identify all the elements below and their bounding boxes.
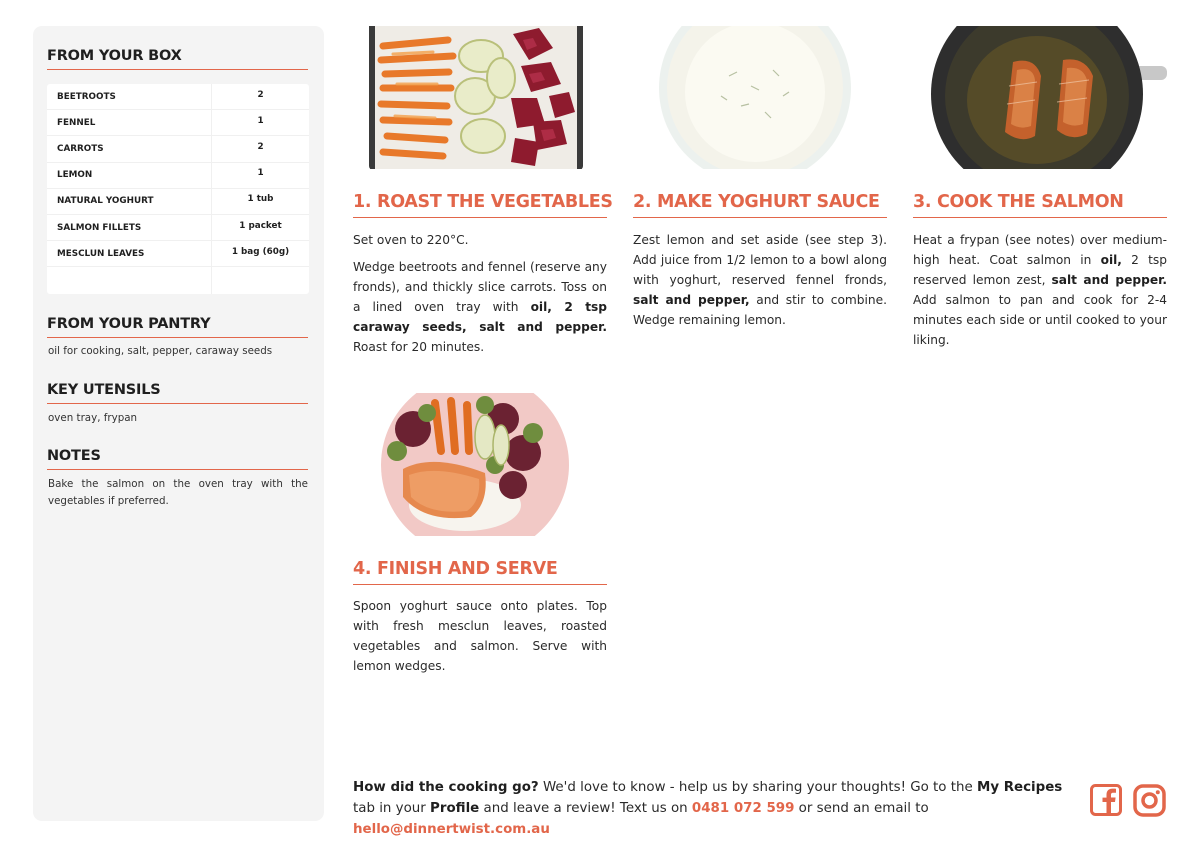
ingredient-qty: 1 bbox=[257, 168, 264, 179]
table-row bbox=[47, 110, 309, 136]
ingredient-name: LEMON bbox=[47, 163, 212, 188]
email-link[interactable]: hello@dinnertwist.com.au bbox=[353, 822, 550, 837]
pantry-text: oil for cooking, salt, pepper, caraway seeds bbox=[48, 345, 273, 357]
table-row bbox=[47, 84, 309, 110]
profile-label: Profile bbox=[430, 801, 480, 816]
step-2-body bbox=[633, 230, 887, 337]
ingredient-qty: 1 tub bbox=[247, 194, 274, 205]
ingredient-name: SALMON FILLETS bbox=[47, 215, 212, 240]
from-your-pantry-heading: FROM YOUR PANTRY bbox=[47, 316, 308, 338]
ingredient-qty: 1 bag (60g) bbox=[231, 246, 290, 257]
ingredient-name: CARROTS bbox=[47, 136, 212, 161]
phone-number-link[interactable]: 0481 072 599 bbox=[691, 801, 795, 816]
table-row bbox=[47, 163, 309, 189]
roasted-vegetables-photo bbox=[353, 26, 607, 169]
yoghurt-sauce-photo bbox=[633, 26, 887, 169]
step-3-title: 3. COOK THE SALMON bbox=[913, 192, 1167, 218]
step-1-bold-text: oil, 2 tsp caraway seeds, salt and pepper. bbox=[353, 300, 607, 334]
notes-text: Bake the salmon on the oven tray with the vegetables if preferred. bbox=[48, 478, 308, 507]
ingredient-name-empty bbox=[47, 267, 212, 293]
key-utensils-heading: KEY UTENSILS bbox=[47, 382, 308, 404]
step-2-text: Zest lemon and set aside (see step 3). Add juice from 1/2 lemon to a bowl along with yoghurt, reserved fennel fronds, bbox=[633, 233, 887, 287]
ingredient-qty: 1 packet bbox=[239, 220, 282, 231]
footer-text: tab in your bbox=[353, 801, 431, 816]
footer-text: We'd love to know - help us by sharing your thoughts! Go to the bbox=[538, 780, 977, 795]
ingredient-qty: 2 bbox=[257, 141, 264, 152]
step-2-bold-text: salt and pepper, bbox=[633, 293, 750, 307]
facebook-icon[interactable] bbox=[1090, 784, 1122, 820]
ingredient-qty: 2 bbox=[257, 89, 264, 100]
step-3-text-end: Add salmon to pan and cook for 2-4 minutes each side or until cooked to your liking. bbox=[913, 293, 1167, 347]
ingredient-name: NATURAL YOGHURT bbox=[47, 189, 212, 214]
footer-text: or send an email to bbox=[794, 801, 929, 816]
step-4-title: 4. FINISH AND SERVE bbox=[353, 559, 607, 585]
step-2-paragraph-1 bbox=[633, 230, 887, 330]
table-row bbox=[47, 136, 309, 162]
step-3-paragraph-1 bbox=[913, 230, 1167, 350]
table-row bbox=[47, 215, 309, 241]
feedback-footer bbox=[353, 777, 1073, 840]
salmon-frypan-photo bbox=[913, 26, 1167, 169]
step-3-body bbox=[913, 230, 1167, 357]
step-3-text-mid: 2 tsp reserved lemon zest, bbox=[913, 253, 1167, 287]
step-1-text: Wedge beetroots and fennel (reserve any fronds), and thickly slice carrots. Toss on a lined oven tray with bbox=[353, 260, 607, 314]
ingredient-qty: 1 bbox=[257, 115, 264, 126]
my-recipes-label: My Recipes bbox=[977, 780, 1063, 795]
notes-heading: NOTES bbox=[47, 448, 308, 470]
step-1-body bbox=[353, 230, 607, 364]
step-3-bold-text: oil, bbox=[1100, 253, 1122, 267]
instagram-icon[interactable] bbox=[1133, 784, 1166, 821]
utensils-text: oven tray, frypan bbox=[48, 412, 138, 424]
step-1-text-end: Roast for 20 minutes. bbox=[353, 340, 485, 354]
from-your-box-heading: FROM YOUR BOX bbox=[47, 48, 308, 70]
step-4-paragraph-1: Spoon yoghurt sauce onto plates. Top with fresh mesclun leaves, roasted vegetables and salmon. Serve with lemon wedges. bbox=[353, 599, 607, 673]
step-2-text-end: and stir to combine. Wedge remaining lemon. bbox=[633, 293, 887, 327]
table-row bbox=[47, 241, 309, 267]
footer-question: How did the cooking go? bbox=[353, 780, 539, 795]
ingredients-table bbox=[47, 84, 309, 294]
ingredient-name: FENNEL bbox=[47, 110, 212, 135]
step-1-paragraph-1: Set oven to 220°C. bbox=[353, 233, 469, 247]
step-1-title: 1. ROAST THE VEGETABLES bbox=[353, 192, 607, 218]
step-1-paragraph-2 bbox=[353, 257, 607, 357]
ingredient-name: BEETROOTS bbox=[47, 84, 212, 109]
step-4-body bbox=[353, 596, 607, 683]
ingredient-name: MESCLUN LEAVES bbox=[47, 241, 212, 266]
footer-text: and leave a review! Text us on bbox=[479, 801, 692, 816]
step-2-title: 2. MAKE YOGHURT SAUCE bbox=[633, 192, 887, 218]
table-row bbox=[47, 189, 309, 215]
table-row-empty bbox=[47, 267, 309, 293]
finished-dish-photo bbox=[353, 393, 607, 536]
step-3-text: Heat a frypan (see notes) over medium-high heat. Coat salmon in bbox=[913, 233, 1167, 267]
step-3-bold-text-2: salt and pepper. bbox=[1051, 273, 1167, 287]
sidebar bbox=[33, 26, 324, 821]
